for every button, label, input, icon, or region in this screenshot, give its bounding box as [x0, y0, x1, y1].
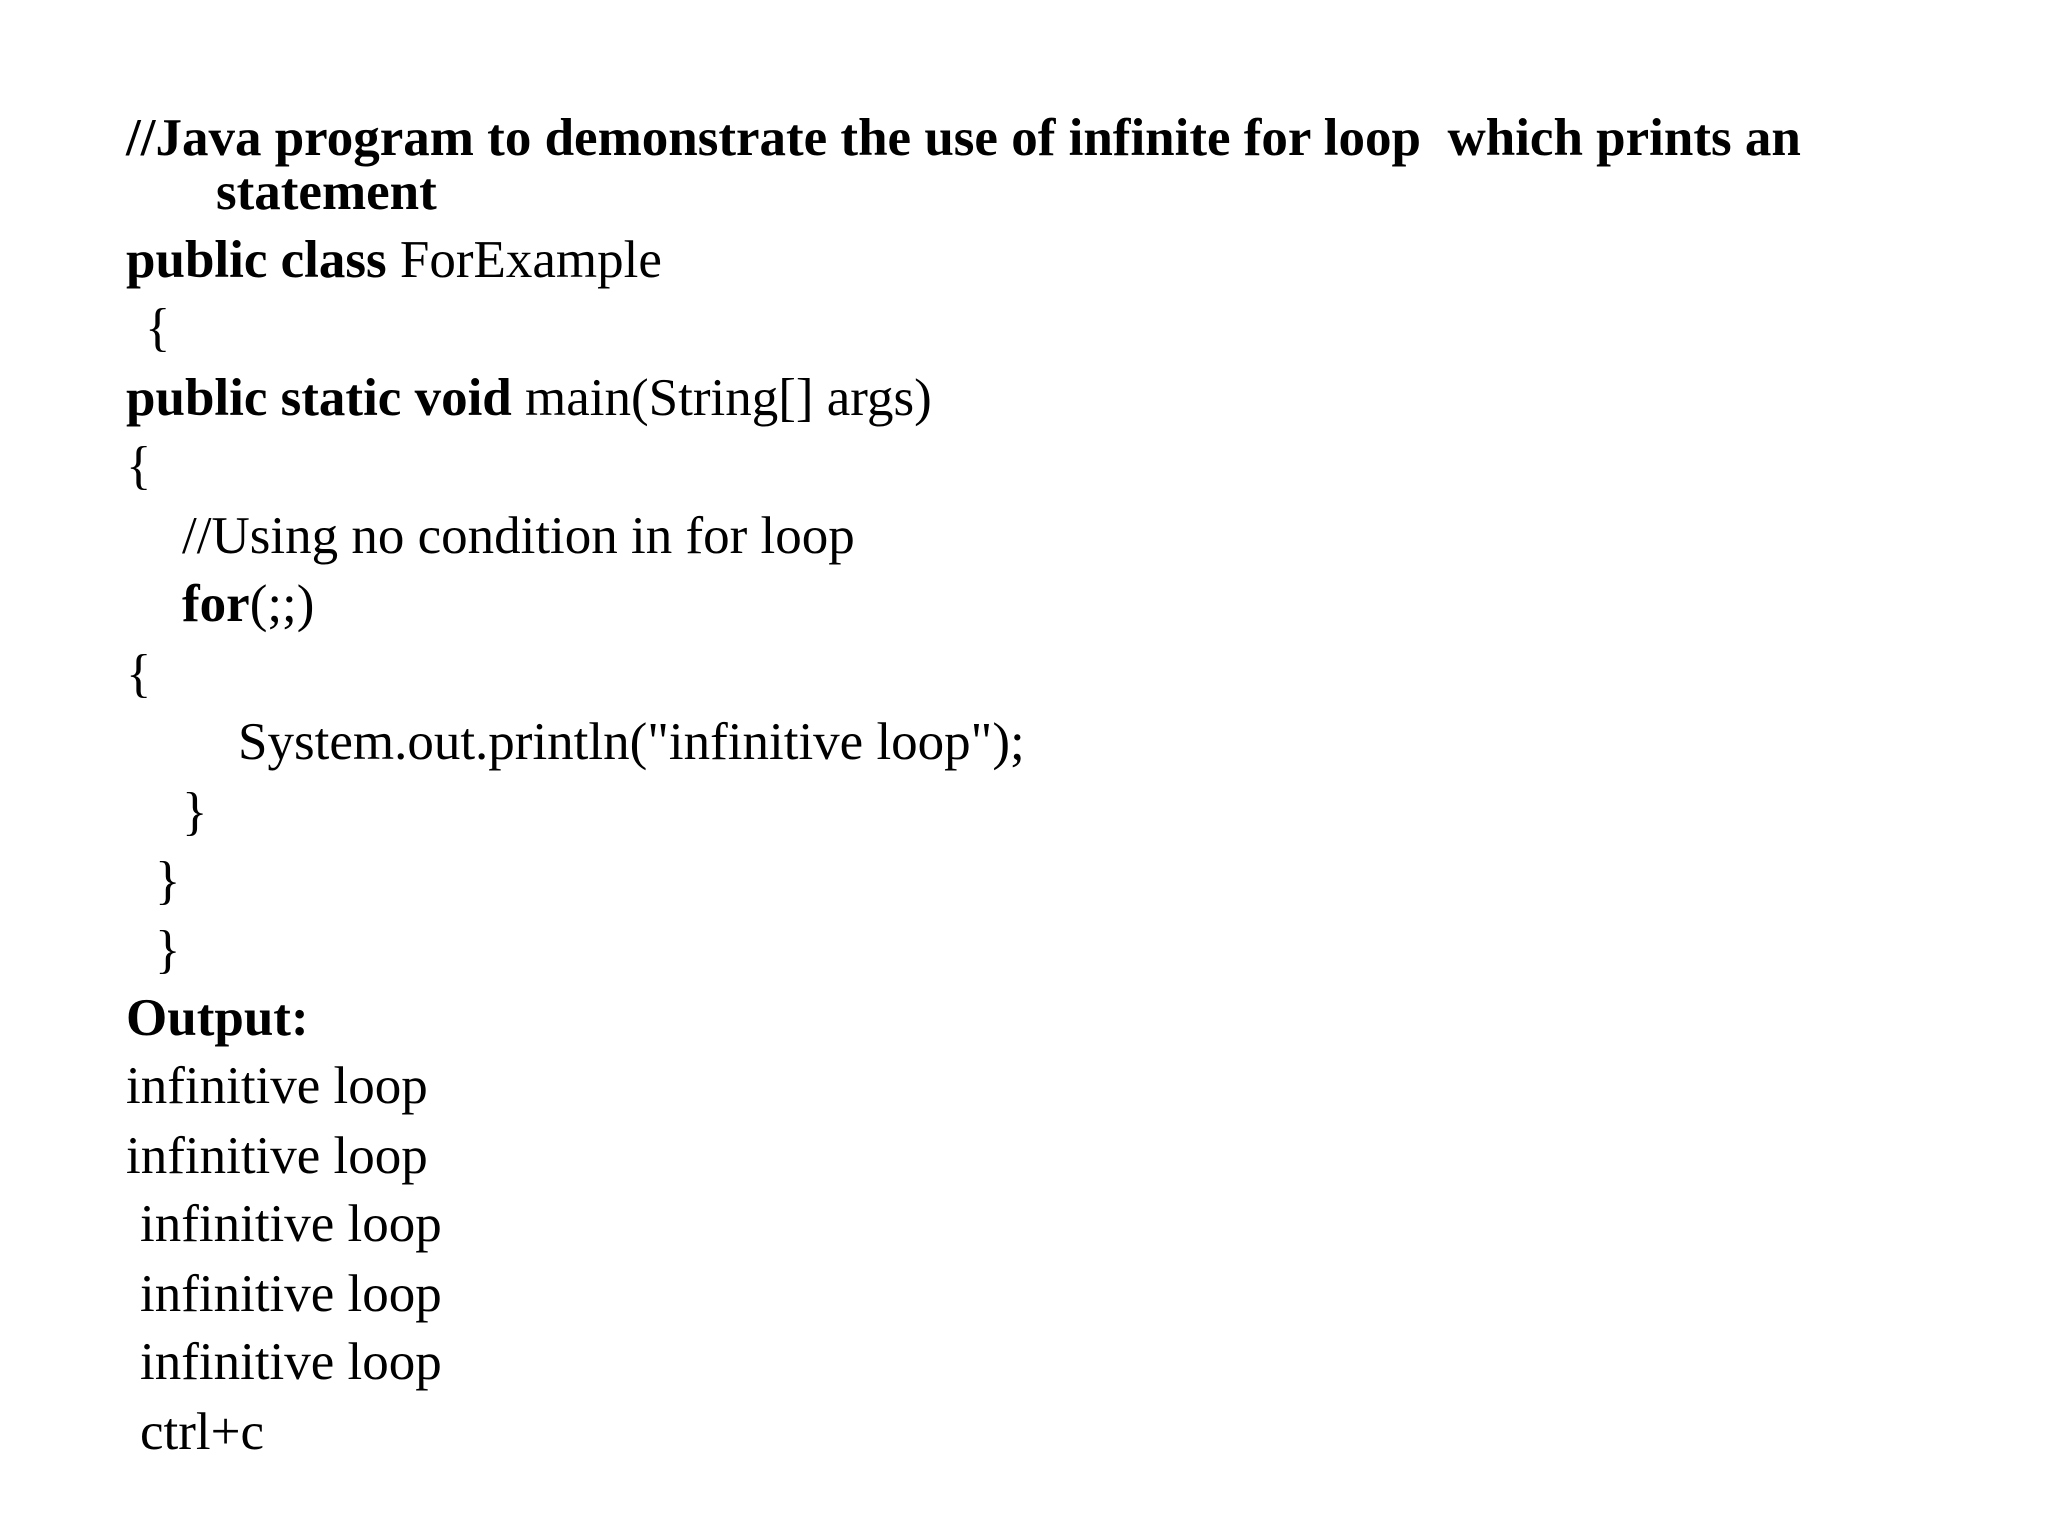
output-heading: Output: — [126, 989, 309, 1047]
output-line: infinitive loop — [140, 1265, 442, 1323]
class-name: ForExample — [386, 231, 662, 289]
main-brace-open: { — [126, 437, 152, 495]
for-header: (;;) — [249, 575, 315, 633]
title-comment-line-1: //Java program to demonstrate the use of infinite for loop which prints an — [126, 109, 1801, 167]
main-brace-close: } — [155, 852, 181, 910]
main-declaration — [126, 369, 932, 427]
for-brace-open: { — [126, 645, 152, 703]
output-line: infinitive loop — [126, 1127, 428, 1185]
inner-comment: //Using no condition in for loop — [182, 507, 855, 565]
class-declaration — [126, 231, 662, 289]
main-signature: main(String[] args) — [511, 369, 932, 427]
output-line: infinitive loop — [140, 1333, 442, 1391]
println-statement: System.out.println("infinitive loop"); — [238, 713, 1025, 771]
output-line: infinitive loop — [126, 1057, 428, 1115]
for-statement — [182, 575, 315, 633]
for-brace-close: } — [182, 783, 208, 841]
title-comment-line-2: statement — [216, 163, 437, 221]
class-brace-open: { — [145, 299, 171, 357]
class-keyword: public class — [126, 231, 387, 289]
ctrl-c-line: ctrl+c — [140, 1403, 265, 1461]
main-keyword: public static void — [126, 369, 512, 427]
for-keyword: for — [182, 575, 250, 633]
class-brace-close: } — [155, 921, 181, 979]
output-line: infinitive loop — [140, 1195, 442, 1253]
